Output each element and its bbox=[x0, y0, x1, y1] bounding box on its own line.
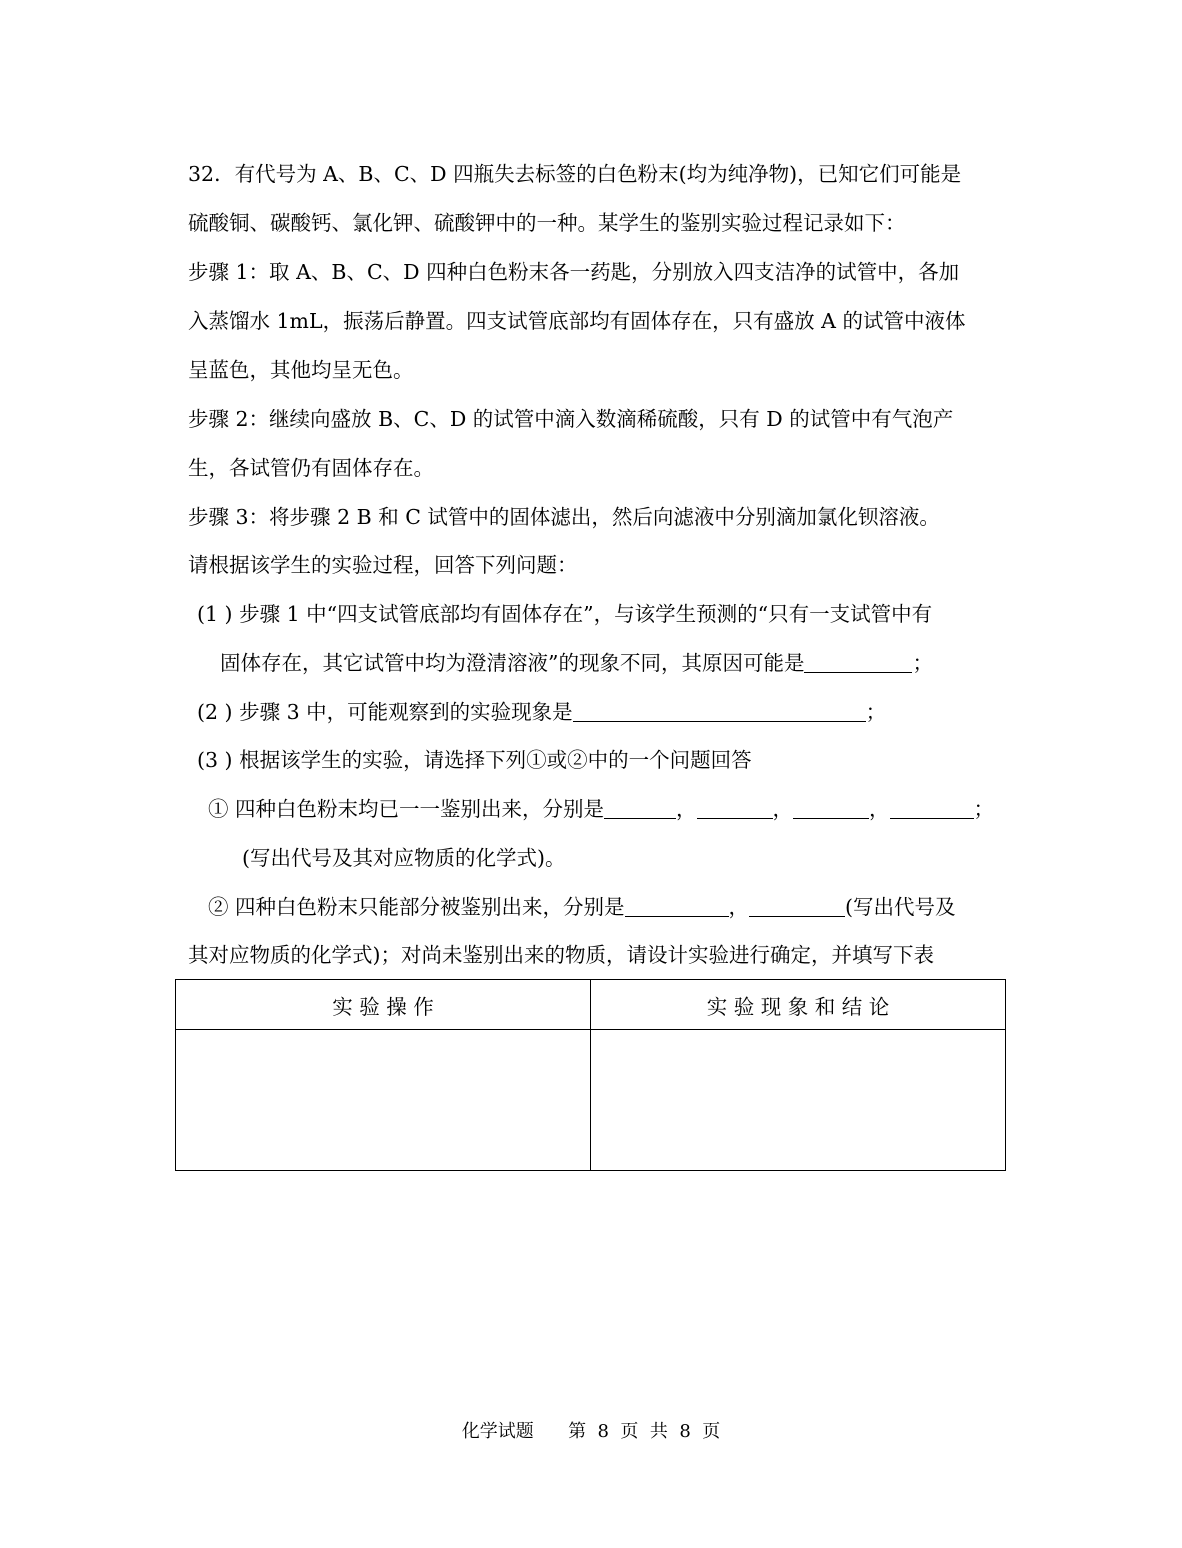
answer-blank-opt1-3[interactable] bbox=[793, 798, 869, 819]
sub-q2-end: ； bbox=[865, 700, 887, 724]
step2-line-1: 步骤 2：继续向盛放 B、C、D 的试管中滴入数滴稀硫酸，只有 D 的试管中有气泡产 bbox=[188, 407, 954, 431]
answer-blank-opt1-1[interactable] bbox=[604, 798, 676, 819]
header-operation: 实 验 操 作 bbox=[176, 980, 591, 1030]
sub-q1-line-2 bbox=[220, 649, 933, 677]
page-footer: 化学试题 第 8 页 共 8 页 bbox=[461, 1421, 721, 1442]
step1-line-3: 呈蓝色，其他均呈无色。 bbox=[188, 358, 414, 382]
answer-blank-opt2-2[interactable] bbox=[749, 896, 845, 917]
answer-blank-q2[interactable] bbox=[573, 701, 866, 722]
answer-blank-opt1-2[interactable] bbox=[697, 798, 773, 819]
step1-line-2: 入蒸馏水 1mL，振荡后静置。四支试管底部均有固体存在，只有盛放 A 的试管中液体 bbox=[188, 309, 966, 333]
table-header-row bbox=[176, 980, 1006, 1030]
option1-text: ① 四种白色粉末均已一一鉴别出来，分别是 bbox=[208, 797, 605, 821]
option1-comma-1: ， bbox=[676, 797, 697, 821]
option1-line-2: (写出代号及其对应物质的化学式)。 bbox=[242, 846, 566, 870]
conclusion-answer-cell[interactable] bbox=[591, 1030, 1006, 1171]
header-phenomenon-conclusion: 实 验 现 象 和 结 论 bbox=[591, 980, 1006, 1030]
sub-q1-text: 固体存在，其它试管中均为澄清溶液”的现象不同，其原因可能是 bbox=[220, 651, 805, 675]
sub-q2-text: (2 ) 步骤 3 中，可能观察到的实验现象是 bbox=[197, 700, 573, 724]
step1-line-1: 步骤 1：取 A、B、C、D 四种白色粉末各一药匙，分别放入四支洁净的试管中，各加 bbox=[188, 260, 960, 284]
sub-q2-line bbox=[197, 698, 886, 726]
sub-q1-line-1: (1 ) 步骤 1 中“四支试管底部均有固体存在”，与该学生预测的“只有一支试管中有 bbox=[197, 602, 933, 626]
question-line-1: 32．有代号为 A、B、C、D 四瓶失去标签的白色粉末(均为纯净物)，已知它们可能是 bbox=[188, 162, 962, 186]
step3-line: 步骤 3：将步骤 2 B 和 C 试管中的固体滤出，然后向滤液中分别滴加氯化钡溶液。 bbox=[188, 505, 940, 529]
table-row bbox=[176, 1030, 1006, 1171]
sub-q1-end: ； bbox=[912, 651, 933, 675]
option2-text: ② 四种白色粉末只能部分被鉴别出来，分别是 bbox=[208, 895, 625, 919]
option1-line-1 bbox=[208, 795, 994, 823]
operation-answer-cell[interactable] bbox=[176, 1030, 591, 1171]
answer-blank-opt2-1[interactable] bbox=[625, 896, 729, 917]
option1-end: ； bbox=[973, 797, 995, 821]
sub-q3-line: (3 ) 根据该学生的实验，请选择下列①或②中的一个问题回答 bbox=[197, 748, 752, 772]
option2-comma: ， bbox=[728, 895, 750, 919]
question-line-2: 硫酸铜、碳酸钙、氯化钾、硫酸钾中的一种。某学生的鉴别实验过程记录如下： bbox=[188, 211, 906, 235]
option2-line-1 bbox=[208, 893, 956, 921]
option1-comma-2: ， bbox=[772, 797, 794, 821]
option2-tail: (写出代号及 bbox=[845, 895, 956, 919]
step2-line-2: 生，各试管仍有固体存在。 bbox=[188, 456, 434, 480]
prompt-line: 请根据该学生的实验过程，回答下列问题： bbox=[188, 553, 578, 577]
option2-line-2: 其对应物质的化学式)；对尚未鉴别出来的物质，请设计实验进行确定，并填写下表 bbox=[188, 943, 934, 967]
answer-blank-opt1-4[interactable] bbox=[890, 798, 974, 819]
answer-blank-q1[interactable] bbox=[804, 652, 912, 673]
experiment-table bbox=[175, 979, 1006, 1171]
option1-comma-3: ， bbox=[869, 797, 890, 821]
